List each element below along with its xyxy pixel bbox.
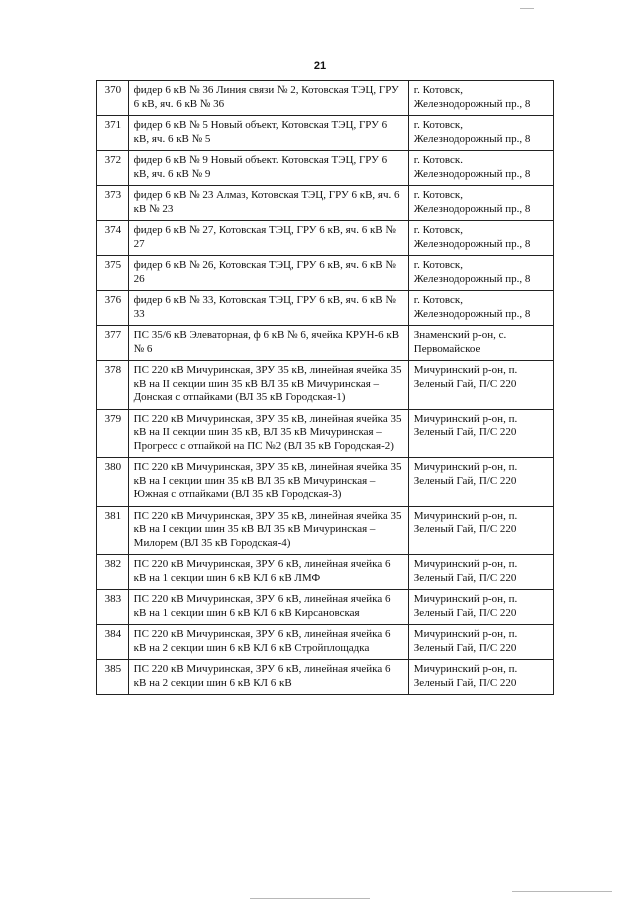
table-row (97, 291, 554, 326)
object-description-cell: фидер 6 кВ № 23 Алмаз, Котовская ТЭЦ, ГРУ 6 кВ, яч. 6 кВ № 23 (128, 186, 408, 221)
row-number-cell: 378 (97, 361, 129, 410)
location-cell: Мичуринский р-он, п. Зеленый Гай, П/С 220 (408, 625, 553, 660)
location-cell: г. Котовск, Железнодорожный пр., 8 (408, 81, 553, 116)
location-cell: г. Котовск, Железнодорожный пр., 8 (408, 186, 553, 221)
table-row (97, 506, 554, 555)
row-number-cell: 381 (97, 506, 129, 555)
object-description-cell: фидер 6 кВ № 33, Котовская ТЭЦ, ГРУ 6 кВ, яч. 6 кВ № 33 (128, 291, 408, 326)
location-cell: Мичуринский р-он, п. Зеленый Гай, П/С 220 (408, 361, 553, 410)
location-cell: Мичуринский р-он, п. Зеленый Гай, П/С 220 (408, 660, 553, 695)
table-row (97, 555, 554, 590)
location-cell: г. Котовск, Железнодорожный пр., 8 (408, 256, 553, 291)
location-cell: Мичуринский р-он, п. Зеленый Гай, П/С 220 (408, 409, 553, 458)
location-cell: г. Котовск, Железнодорожный пр., 8 (408, 221, 553, 256)
object-description-cell: ПС 220 кВ Мичуринская, ЗРУ 6 кВ, линейная ячейка 6 кВ на 2 секции шин 6 кВ КЛ 6 кВ (128, 660, 408, 695)
object-description-cell: ПС 220 кВ Мичуринская, ЗРУ 6 кВ, линейная ячейка 6 кВ на 1 секции шин 6 кВ КЛ 6 кВ ЛМФ (128, 555, 408, 590)
location-cell: Мичуринский р-он, п. Зеленый Гай, П/С 220 (408, 458, 553, 507)
row-number-cell: 380 (97, 458, 129, 507)
page-number: 21 (313, 60, 327, 72)
table-row (97, 361, 554, 410)
object-description-cell: фидер 6 кВ № 36 Линия связи № 2, Котовская ТЭЦ, ГРУ 6 кВ, яч. 6 кВ № 36 (128, 81, 408, 116)
location-cell: г. Котовск. Железнодорожный пр., 8 (408, 151, 553, 186)
location-cell: Мичуринский р-он, п. Зеленый Гай, П/С 220 (408, 506, 553, 555)
row-number-cell: 384 (97, 625, 129, 660)
scan-artifact (512, 891, 612, 892)
object-description-cell: ПС 220 кВ Мичуринская, ЗРУ 35 кВ, линейная ячейка 35 кВ на II секции шин 35 кВ, ВЛ 35 кВ Мичуринская – Прогресс с отпайкой на ПС №2 (ВЛ 35 кВ Городская-2) (128, 409, 408, 458)
row-number-cell: 383 (97, 590, 129, 625)
object-description-cell: ПС 220 кВ Мичуринская, ЗРУ 6 кВ, линейная ячейка 6 кВ на 1 секции шин 6 кВ КЛ 6 кВ Кирсановская (128, 590, 408, 625)
object-description-cell: ПС 220 кВ Мичуринская, ЗРУ 6 кВ, линейная ячейка 6 кВ на 2 секции шин 6 кВ КЛ 6 кВ Стройплощадка (128, 625, 408, 660)
table-body (97, 81, 554, 695)
row-number-cell: 374 (97, 221, 129, 256)
object-description-cell: ПС 220 кВ Мичуринская, ЗРУ 35 кВ, линейная ячейка 35 кВ на I секции шин 35 кВ ВЛ 35 кВ Мичуринская – Южная с отпайками (ВЛ 35 кВ Городская-3) (128, 458, 408, 507)
table-row (97, 151, 554, 186)
row-number-cell: 377 (97, 326, 129, 361)
location-cell: Знаменский р-он, с. Первомайское (408, 326, 553, 361)
table-row (97, 590, 554, 625)
table-row (97, 409, 554, 458)
objects-table (96, 80, 554, 695)
scan-artifact (520, 8, 534, 9)
row-number-cell: 373 (97, 186, 129, 221)
table-row (97, 116, 554, 151)
table-row (97, 81, 554, 116)
object-description-cell: фидер 6 кВ № 26, Котовская ТЭЦ, ГРУ 6 кВ, яч. 6 кВ № 26 (128, 256, 408, 291)
row-number-cell: 382 (97, 555, 129, 590)
object-description-cell: фидер 6 кВ № 9 Новый объект. Котовская ТЭЦ, ГРУ 6 кВ, яч. 6 кВ № 9 (128, 151, 408, 186)
table-row (97, 326, 554, 361)
location-cell: Мичуринский р-он, п. Зеленый Гай, П/С 220 (408, 555, 553, 590)
row-number-cell: 385 (97, 660, 129, 695)
table-row (97, 186, 554, 221)
object-description-cell: фидер 6 кВ № 5 Новый объект, Котовская ТЭЦ, ГРУ 6 кВ, яч. 6 кВ № 5 (128, 116, 408, 151)
table-row (97, 256, 554, 291)
table-row (97, 458, 554, 507)
table-row (97, 221, 554, 256)
row-number-cell: 371 (97, 116, 129, 151)
table-row (97, 625, 554, 660)
location-cell: Мичуринский р-он, п. Зеленый Гай, П/С 220 (408, 590, 553, 625)
scan-artifact (250, 898, 370, 899)
location-cell: г. Котовск, Железнодорожный пр., 8 (408, 116, 553, 151)
row-number-cell: 375 (97, 256, 129, 291)
object-description-cell: ПС 35/6 кВ Элеваторная, ф 6 кВ № 6, ячейка КРУН-6 кВ № 6 (128, 326, 408, 361)
row-number-cell: 376 (97, 291, 129, 326)
object-description-cell: ПС 220 кВ Мичуринская, ЗРУ 35 кВ, линейная ячейка 35 кВ на I секции шин 35 кВ ВЛ 35 кВ Мичуринская – Милорем (ВЛ 35 кВ Городская-4) (128, 506, 408, 555)
row-number-cell: 372 (97, 151, 129, 186)
row-number-cell: 379 (97, 409, 129, 458)
location-cell: г. Котовск, Железнодорожный пр., 8 (408, 291, 553, 326)
row-number-cell: 370 (97, 81, 129, 116)
table-row (97, 660, 554, 695)
object-description-cell: ПС 220 кВ Мичуринская, ЗРУ 35 кВ, линейная ячейка 35 кВ на II секции шин 35 кВ ВЛ 35 кВ Мичуринская – Донская с отпайками (ВЛ 35 кВ Городская-1) (128, 361, 408, 410)
object-description-cell: фидер 6 кВ № 27, Котовская ТЭЦ, ГРУ 6 кВ, яч. 6 кВ № 27 (128, 221, 408, 256)
